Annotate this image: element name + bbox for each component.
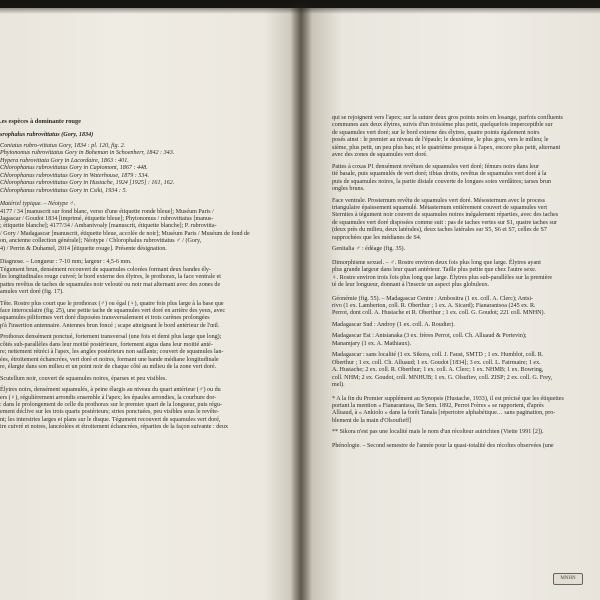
synonym-line: Phytonomus rubrovittatus Gory in Boheman in Schoenherr, 1842 : 343. xyxy=(0,150,175,157)
description-line: ées, étroitement échancrées, vert doré et noires, formant une bande médiane longitudinale xyxy=(0,356,219,363)
top-shadow xyxy=(0,0,600,14)
species-heading: srophalus rubrovittatus (Gory, 1834) xyxy=(0,131,94,139)
legs-description xyxy=(332,164,600,194)
synonym-line: Coniatus rubro-vittatus Gory, 1834 : pl. 120, fig. 2. xyxy=(0,142,126,149)
synonymy-list xyxy=(0,143,282,195)
synonym-line: Chlorophanus rubrovittatus Gory in Hustache, 1924 [1925] : 161, 162. xyxy=(0,180,175,187)
body-line: Oberthur ; 1 ex. coll. Ch. Alluaud; 1 ex. Goudot [1834]; 3 ex. coll. L. Fairmaire; 1 ex. xyxy=(332,359,541,366)
footnote-line: Alluaud, à « Ankiolo » dans la forêt Tanala [répertoire alphabétique… sans pagination, pro- xyxy=(332,410,556,417)
footnote-line: * A la fin du Premier supplément au Synopsis (Hustache, 1933), il est précisé que les étiquettes xyxy=(332,395,564,402)
body-line: de squamules vert doré disposées comme suit : pas de taches vertes sur S1, quatre taches sur xyxy=(332,219,557,226)
diagnosis-line: les longitudinales rouge cuivré; le bord externe des élytres, le prothorax, la face ventrale et xyxy=(0,274,221,281)
library-stamp: MNHN xyxy=(553,573,583,585)
body-line: Madagascar Est : Antsianaka (3 ex. frères Perrot, coll. Ch. Alluaud & Portevin); xyxy=(332,333,527,340)
body-line: Madagascar : sans localité (1 ex. Sikora, coll. J. Faust, SMTD ; 1 ex. Humblot, coll. R. xyxy=(332,352,544,359)
synonym-line: Chlorophanus rubrovittatus Gory in Csiki, 1934 : 5. xyxy=(0,187,128,194)
description xyxy=(0,301,282,432)
type-material-line: Jagascar / Goudot 1834 [imprimé, étiquette bleue]; Phytonomus / rubrovittatus [manus- xyxy=(0,215,214,222)
type-material xyxy=(0,201,282,253)
description-line: face interoculaire (fig. 25), une petite tache de squamules vert doré en arrière des yeux, avec xyxy=(0,307,226,314)
description-line: Tête. Rostre plus court que le prothorax (♂) ou égal (♀), quatre fois plus large à la base que xyxy=(0,300,224,307)
footnotes xyxy=(332,396,600,437)
continued-description xyxy=(332,115,600,160)
diagnosis-line: amules vert doré (fig. 17). xyxy=(0,289,64,296)
body-line: mel). xyxy=(332,382,345,389)
diagnosis-line: pattes revêtus de taches de squamules noir velouté ou noir mat alternant avec des zones de xyxy=(0,281,221,288)
diagnosis-line: Tégument brun, densément recouvert de squamules colorées formant deux bandes ély- xyxy=(0,266,212,273)
body-line: ♀. Rostre environ trois fois plus long que large. Élytres plus sub-parallèles sur la première xyxy=(332,274,553,281)
description-line: : dans le prolongement de celle du prothorax sur le premier quart de la longueur, puis régu- xyxy=(0,401,222,408)
footnote-line: ** Sikora n'est pas une localité mais le nom d'un récolteur autrichien (Viette 1991 [2]). xyxy=(332,429,544,436)
genitalia-line: Genitalia ♂ : édéage (fig. 35). xyxy=(332,246,406,253)
body-line: posés ainsi : le premier au niveau de l'épaule; le deuxième, le plus gros, vers le milieu; le xyxy=(332,137,549,144)
section-heading: .es espèces à dominante rouge xyxy=(0,118,81,125)
body-line: tié basale, puis squamulés de vert doré; tibias droits, revêtus de squamules vert doré à la xyxy=(332,171,547,178)
description-line: re; nettement rétréci à l'apex, les angles postérieurs non saillants; couvert de squamules lan- xyxy=(0,349,224,356)
phenology-line: Phénologie. – Second semestre de l'année pour la quasi-totalité des récoltes observées (une xyxy=(332,442,554,449)
body-line: Madagascar Sud : Androy (1 ex. coll. A. Roudier). xyxy=(332,321,455,328)
description-line: p'à l'insertion antennaire. Antennes brun foncé ; scape atteignant le bord antérieur de l'œil. xyxy=(0,322,220,329)
body-line: Pattes à coxas P1 densément revêtues de squamules vert doré; fémurs noirs dans leur xyxy=(332,163,539,170)
type-material-line: / Gory / Madagascar [manuscrit, étiquette bleue, accolée de noir]; Muséum Paris / Muséum de fond de xyxy=(0,230,250,237)
right-page-text xyxy=(332,115,600,450)
body-line: plus grande largeur dans leur quart antérieur. Taille plus petite que chez l'autre sexe. xyxy=(332,267,537,274)
ventral-description xyxy=(332,198,600,243)
body-line: té de leur longueur, donnant à l'insecte un aspect plus globuleux. xyxy=(332,282,490,289)
body-line: communes aux deux élytres, suivis d'un troisième plus petit, quelquefois imperceptible sur xyxy=(332,122,553,129)
description-line: Prothorax densément ponctué, fortement transversal (une fois et demi plus large que long); xyxy=(0,334,222,341)
left-page xyxy=(0,8,300,600)
body-line: triangulaire épaissement squamulé. Métasternum entièrement couvert de squamules vert xyxy=(332,204,548,211)
sexual-dimorphism xyxy=(332,260,600,290)
body-line: Manamjary (1 ex. A. Mathiaux). xyxy=(332,340,412,347)
body-line: puis de squamules noires, la partie distale couverte de longues soies verdâtres; tarses brun xyxy=(332,178,551,185)
body-line: Perrot, dont coll. A. Hustache et R. Oberthur ; 1 ex. coll. G. Goudot; 221 coll. MNHN). xyxy=(332,310,546,317)
description-line: ement déclive sur les trois quarts postérieurs; stries ponctuées, peu visibles sous le revête- xyxy=(0,409,219,416)
right-page xyxy=(300,8,600,600)
body-line: Dimorphisme sexuel. – ♂. Rostre environ deux fois plus long que large. Élytres ayant xyxy=(332,259,541,266)
left-page-text xyxy=(0,118,282,432)
description-line: ers (♀), régulièrement arrondis ensemble à l'apex; les épaules arrondies, la courbure dor- xyxy=(0,394,217,401)
body-line: sième, plus petit, un peu plus bas; et le quatrième presque à l'apex, encore plus petit, alternant xyxy=(332,144,561,151)
body-line: A. Hustache; 2 ex. coll. R. Oberthur; 1 ex. coll. A. Clerc; 1 ex. NHMB; 1 ex. Bowring, xyxy=(332,367,544,374)
type-material-line: 4177 / 34 [manuscrit sur fond blanc, verso d'une étiquette ronde bleue]; Muséum Paris / xyxy=(0,208,214,215)
type-material-line: ; étiquette blanche]; 4177/34 / Ambanivoaly [manuscrit, étiquette blanche]; P. rubrovitta- xyxy=(0,223,217,230)
footnote-line: portant la mention « Fianarantsoa, IIe Sem. 1892, Perrot Frères » se rapportent, d'après xyxy=(332,402,544,409)
body-line: Sternites à tégument noir couvert de squamules noires inégalement réparties, avec des taches xyxy=(332,212,559,219)
synonym-line: Hypera rubrovittata Gory in Lacordaire, 1863 : 401. xyxy=(0,157,129,164)
body-line: rapprochées que les médianes de S4. xyxy=(332,234,422,241)
body-line: Géonémie (fig. 55). – Madagascar Centre : Ambositra (1 ex. coll. A. Clerc); Antsi- xyxy=(332,295,534,302)
diagnosis-heading: Diagnose. – Longueur : 7-10 mm; largeur : 4,5-6 mm. xyxy=(0,259,132,266)
footnote-line: blement de la main d'Olsoufieff] xyxy=(332,417,412,424)
description-line: Élytres noirs, densément squamulés, à peine élargis au niveau du quart antérieur (♂) ou du xyxy=(0,387,221,394)
type-material-line: 4) / Perrin & Duhamel, 2014 [étiquette rouge]. Présente désignation. xyxy=(0,245,167,252)
synonym-line: Chlorophanus rubrovittatus Gory in Capiomont, 1867 : 448. xyxy=(0,165,148,172)
body-line: avec des zones de squamules vert doré. xyxy=(332,152,428,159)
book-gutter xyxy=(290,0,312,600)
body-line: coll. NHM; 2 ex. Goudot, coll. MNHUB; 1 ex. G. Olsufiev, coll. ZISP; 2 ex. coll. G. Frey, xyxy=(332,374,553,381)
description-line: ire cuivré et noires, lancéolées et étroitement échancrées, réparties de la façon suivante : deux xyxy=(0,424,229,431)
body-line: (deux près du milieu, deux latérales), deux taches latérales sur S5, S6 et S7, celles de S7 xyxy=(332,227,547,234)
description-line: squamules piliformes vert doré disposées transversalement et trois carènes prolongées xyxy=(0,315,210,322)
type-material-line: on, ancienne collection générale]; Néotype / Chlorophalus rubrovittatus ♂ / (Gory, xyxy=(0,238,202,245)
body-line: ongles bruns. xyxy=(332,186,365,193)
body-line: qui se rejoignent vers l'apex; sur la suture deux gros points noirs en losange, parfois confluents xyxy=(332,115,563,121)
body-line: Face ventrale. Prosternum revêtu de squamules vert doré. Mésosternum avec le process xyxy=(332,197,546,204)
geonemy xyxy=(332,296,600,390)
diagnosis xyxy=(0,259,282,296)
synonym-line: Chlorophanus rubrovittatus Gory in Waterhouse, 1879 : 534. xyxy=(0,172,150,179)
body-line: rivo (1 ex. Lamberton, coll. R. Oberthur ; 1 ex. A. Sicard); Fianarantsoa (245 ex. R. xyxy=(332,302,536,309)
description-line: Scutellum noir, couvert de squamules noires, éparses et peu visibles. xyxy=(0,375,167,382)
description-line: re, élargie dans son milieu et un point noir de chaque côté au milieu de la zone vert doré. xyxy=(0,364,217,371)
body-line: de squamules vert doré; sur le bord externe des élytres, quatre points également noirs xyxy=(332,129,540,136)
type-material-heading: Matériel typique. – Néotype ♂. xyxy=(0,201,76,208)
description-line: nt; les interstries larges et plans sur le disque. Tégument recouvert de squamules vert doré, xyxy=(0,416,221,423)
description-line: côtés sub-parallèles dans leur moitié postérieure, fortement aigus dans leur moitié anté- xyxy=(0,341,213,348)
